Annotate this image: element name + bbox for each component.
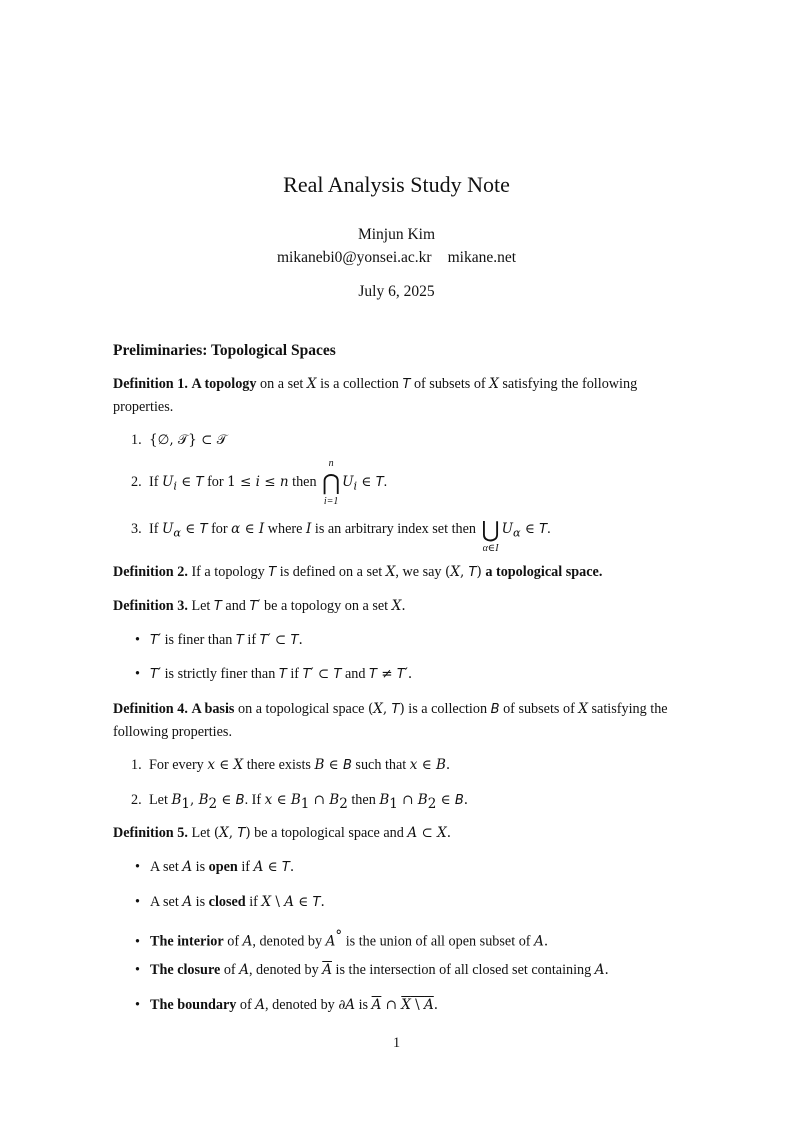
list-item: • T′ is finer than T if T′ ⊂ T. bbox=[135, 632, 303, 648]
list-item: 2. If $U_i$ ∈ T for 1 ≤ i ≤ n then n ⋂ i=1 $U_i$ ∈ T. bbox=[131, 457, 388, 507]
list-item: • The closure of A, denoted by $\overline{A}$ is the intersection of all closed set containing A. bbox=[135, 962, 609, 978]
definition-4: Definition 4. A basis on a topological space (X, T) is a collection B of subsets of X satisfying the following properties. bbox=[113, 701, 668, 740]
definition-2: Definition 2. If a topology T is defined on a set X, we say (X, T) a topological space. bbox=[113, 564, 603, 580]
list-item: • A set A is closed if X \ A ∈ T. bbox=[135, 894, 325, 910]
definition-label: Definition 4. bbox=[113, 701, 188, 717]
definition-term: A basis bbox=[191, 701, 235, 717]
author-contact bbox=[0, 249, 793, 267]
definition-label: Definition 2. bbox=[113, 564, 188, 580]
definition-term: A topology bbox=[191, 376, 257, 392]
list-item: 2. Let $B_1$, $B_2$ ∈ B. If x ∈ $B_1$ ∩ $B_2$ then $B_1$ ∩ $B_2$ ∈ B. bbox=[131, 792, 469, 812]
definition-term: a topological space. bbox=[485, 564, 603, 580]
big-union-symbol: ⋃ α∈I bbox=[481, 516, 500, 554]
author-email: mikanebi0@yonsei.ac.kr bbox=[276, 249, 432, 266]
list-item: • T′ is strictly finer than T if T′ ⊂ T and T ≠ T′. bbox=[135, 666, 413, 682]
document-date: July 6, 2025 bbox=[358, 283, 435, 300]
list-item: 1. {∅, 𝒯} ⊂ 𝒯 bbox=[131, 432, 228, 448]
definition-3: Definition 3. Let T and T′ be a topology on a set X. bbox=[113, 598, 406, 614]
document-title: Real Analysis Study Note bbox=[283, 172, 510, 197]
author-website: mikane.net bbox=[447, 249, 517, 266]
list-item: • The interior of A, denoted by A° is the union of all open subset of A. bbox=[135, 928, 549, 950]
list-item: • The boundary of A, denoted by ∂A is $\overline{A}$ ∩ X \ A. bbox=[135, 997, 439, 1013]
list-item: • A set A is open if A ∈ T. bbox=[135, 859, 295, 875]
page-number: 1 bbox=[392, 1035, 401, 1051]
definition-label: Definition 1. bbox=[113, 376, 188, 392]
big-intersection-symbol: n ⋂ i=1 bbox=[322, 457, 341, 507]
definition-1: Definition 1. A topology on a set X is a collection T of subsets of X satisfying the following properties. bbox=[113, 376, 638, 415]
author-name: Minjun Kim bbox=[357, 226, 436, 243]
definition-label: Definition 5. bbox=[113, 825, 188, 841]
list-item: 1. For every x ∈ X there exists B ∈ B such that x ∈ B. bbox=[131, 757, 451, 773]
definition-label: Definition 3. bbox=[113, 598, 188, 614]
section-heading: Preliminaries: Topological Spaces bbox=[113, 342, 336, 359]
definition-5: Definition 5. Let (X, T) be a topological space and A ⊂ X. bbox=[113, 825, 451, 841]
list-item: 3. If $U_\alpha$ ∈ T for α ∈ I where I is an arbitrary index set then ⋃ α∈I $U_\alpha$ ∈ T. bbox=[131, 516, 551, 554]
